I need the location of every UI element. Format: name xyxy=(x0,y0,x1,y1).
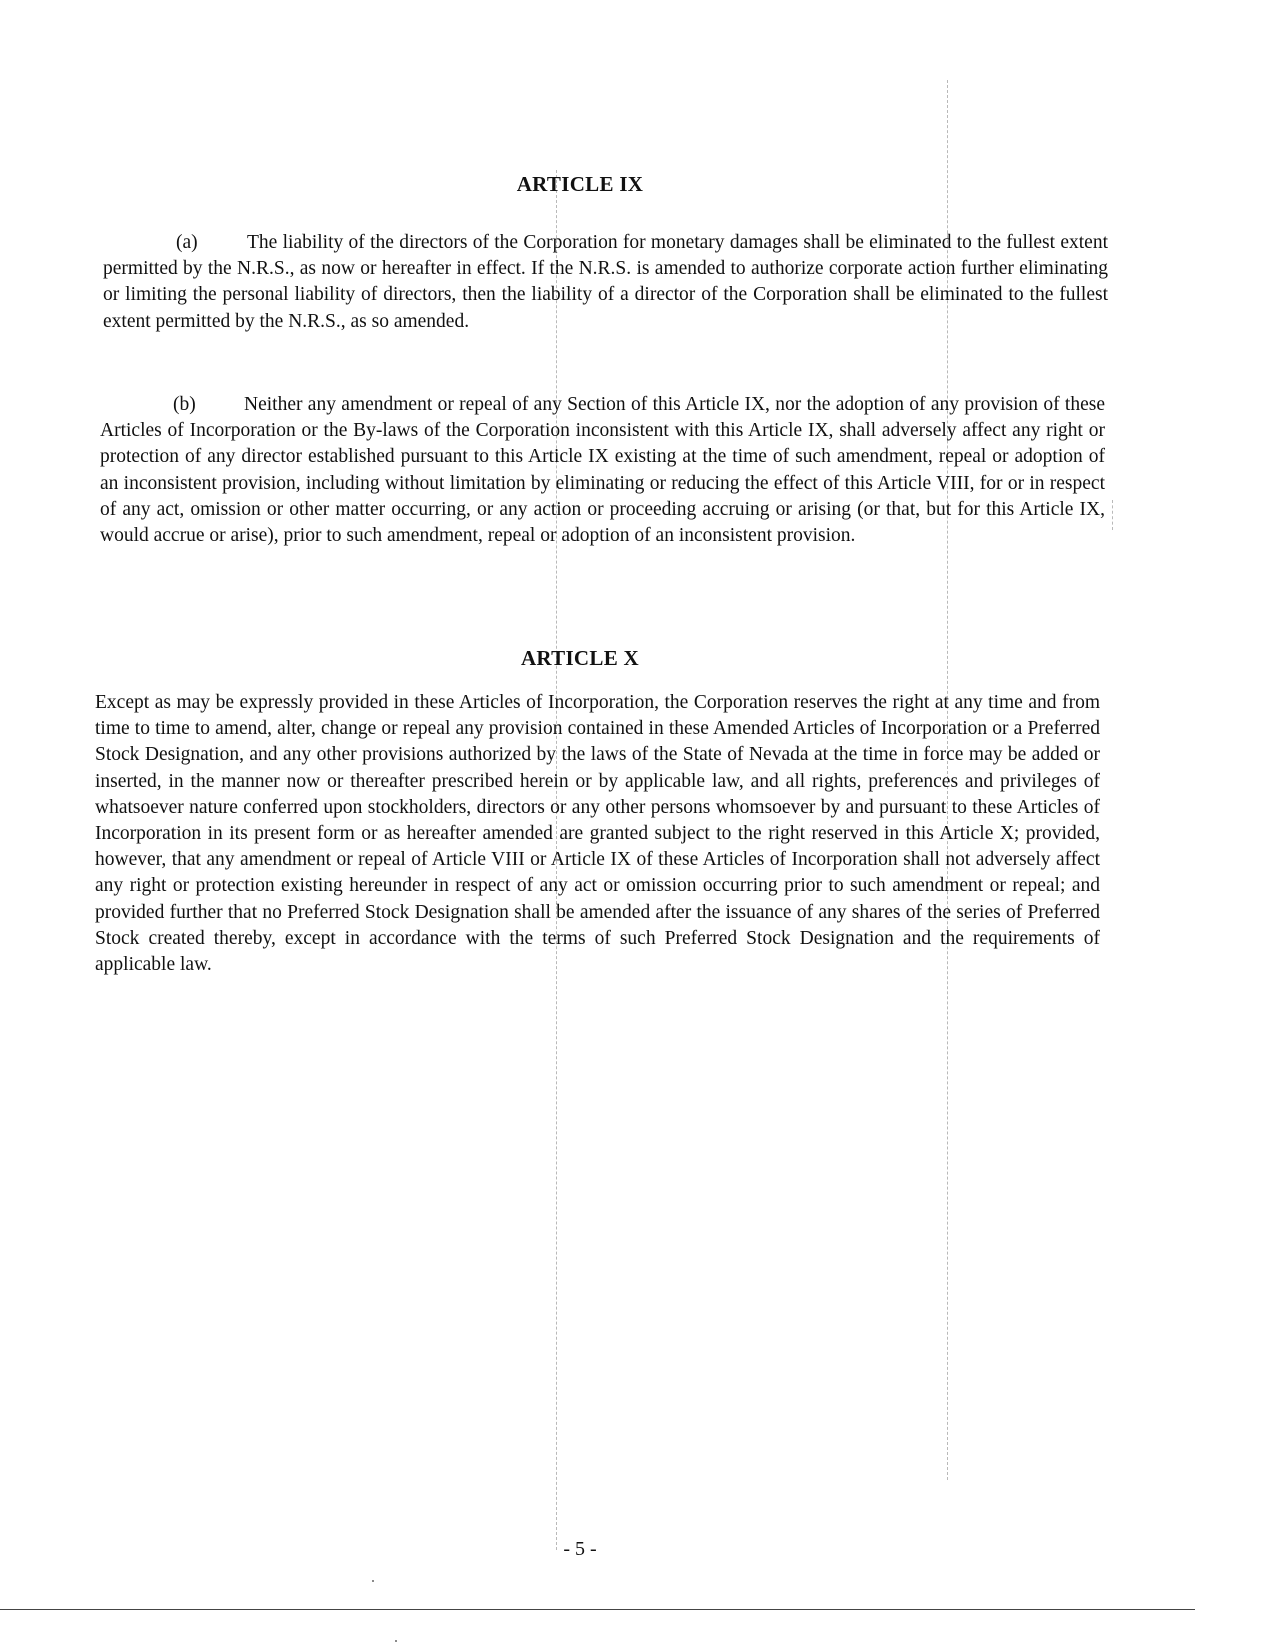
paragraph-text: The liability of the directors of the Corporation for monetary damages shall be eliminated to the fullest extent permitted by the N.R.S., as now or hereafter in effect. If the N.R.S. is amended to authorize corporate action further eliminating or limiting the personal liability of directors, then the liability of a director of the Corporation shall be eliminated to the fullest extent permitted by the N.R.S., as so amended. xyxy=(103,232,1108,332)
paragraph-label: (b) xyxy=(173,394,196,415)
article-x-heading: ARTICLE X xyxy=(520,646,640,670)
scan-bottom-edge xyxy=(0,1609,1195,1610)
paragraph-text: Neither any amendment or repeal of any Section of this Article IX, nor the adoption of any provision of these Articles of Incorporation or the By-laws of the Corporation inconsistent with this Article IX, shall adversely affect any right or protection of any director established pursuant to this Article IX existing at the time of such amendment, repeal or adoption of an inconsistent provision, including without limitation by eliminating or reducing the effect of this Article VIII, for or in respect of any act, omission or other matter occurring, or any action or proceeding accruing or arising (or that, but for this Article IX, would accrue or arise), prior to such amendment, repeal or adoption of an inconsistent provision. xyxy=(100,394,1105,547)
scan-speck xyxy=(395,1640,397,1642)
article-ix-paragraph-a xyxy=(103,230,1108,335)
scan-speck xyxy=(372,1580,374,1582)
page-number: - 5 - xyxy=(563,1538,597,1560)
article-ix-heading: ARTICLE IX xyxy=(516,172,644,196)
scan-artifact-line xyxy=(1112,500,1113,530)
article-ix-paragraph-b xyxy=(100,392,1105,549)
paragraph-label: (a) xyxy=(176,232,198,253)
article-x-paragraph: Except as may be expressly provided in these Articles of Incorporation, the Corporation reserves the right at any time and from time to time to amend, alter, change or repeal any provision contained in these Amended Articles of Incorporation or a Preferred Stock Designation, and any other provisions authorized by the laws of the State of Nevada at the time in force may be added or inserted, in the manner now or thereafter prescribed herein or by applicable law, and all rights, preferences and privileges of whatsoever nature conferred upon stockholders, directors or any other persons whomsoever by and pursuant to these Articles of Incorporation in its present form or as hereafter amended are granted subject to the right reserved in this Article X; provided, however, that any amendment or repeal of Article VIII or Article IX of these Articles of Incorporation shall not adversely affect any right or protection existing hereunder in respect of any act or omission occurring prior to such amendment or repeal; and provided further that no Preferred Stock Designation shall be amended after the issuance of any shares of the series of Preferred Stock created thereby, except in accordance with the terms of such Preferred Stock Designation and the requirements of applicable law. xyxy=(95,692,1100,976)
